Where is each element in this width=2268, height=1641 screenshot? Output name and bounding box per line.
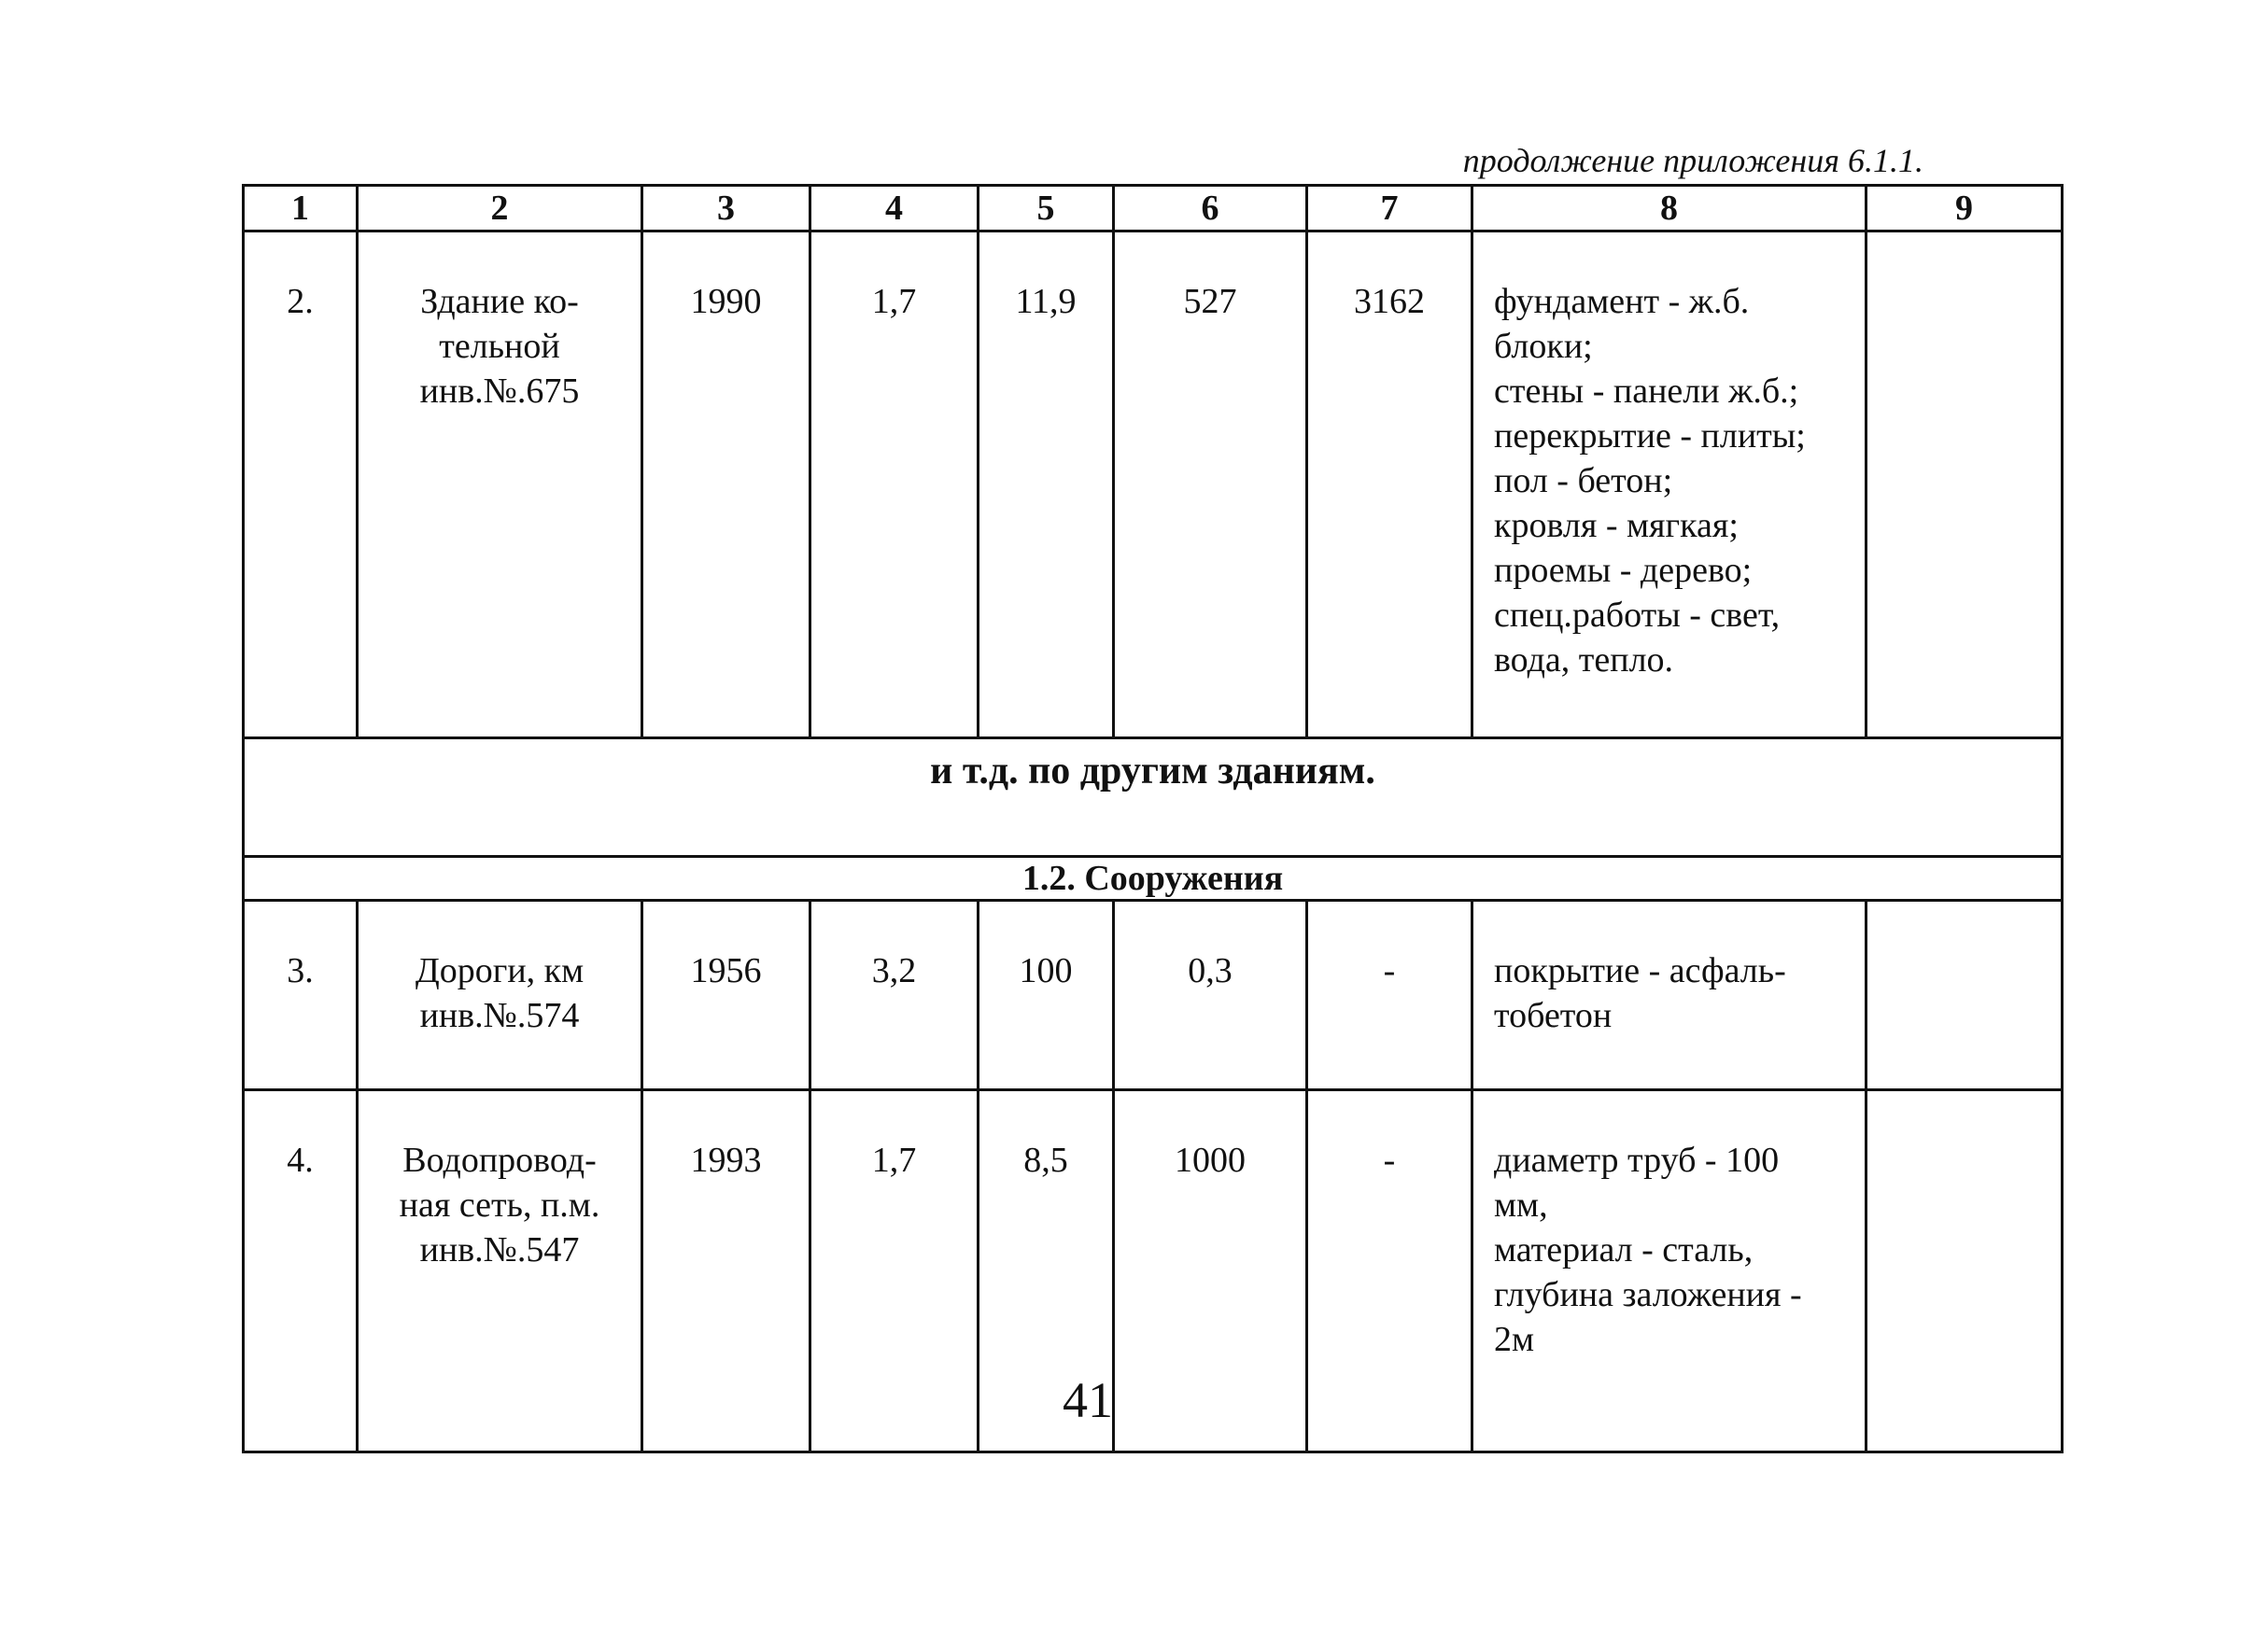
cell-col7: - [1307,1090,1472,1452]
cell-col3: 1990 [642,231,810,738]
header-cell: 4 [810,186,979,231]
cell-col5: 11,9 [979,231,1114,738]
object-name-text: Здание ко- тельной инв.№.675 [419,282,580,411]
cell-col3: 1993 [642,1090,810,1452]
header-cell: 5 [979,186,1114,231]
object-name [358,231,642,738]
cell-col6: 0,3 [1114,901,1307,1090]
object-name [358,1090,642,1452]
etc-note: и т.д. по другим зданиям. [244,738,2063,857]
section-row [244,857,2063,901]
description-text: диаметр труб - 100 мм, материал - сталь, глубина заложения - 2м [1494,1141,1802,1359]
cell-col9 [1867,1090,2063,1452]
row-number: 3. [244,901,358,1090]
header-cell: 6 [1114,186,1307,231]
description-cell [1472,231,1867,738]
cell-col9 [1867,901,2063,1090]
table-row [244,231,2063,738]
description-text: фундамент - ж.б. блоки; стены - панели ж.б.; перекрытие - плиты; пол - бетон; кровля - мягкая; проемы - дерево; спец.работы - свет, вода, тепло. [1494,282,1806,680]
object-name [358,901,642,1090]
description-cell [1472,901,1867,1090]
table-row [244,901,2063,1090]
cell-col6: 527 [1114,231,1307,738]
cell-col6: 1000 [1114,1090,1307,1452]
page-number: 41 [1063,1372,1113,1428]
cell-col7: - [1307,901,1472,1090]
cell-col5: 100 [979,901,1114,1090]
header-cell: 3 [642,186,810,231]
section-title: 1.2. Сооружения [244,857,2063,901]
object-name-text: Дороги, км инв.№.574 [415,951,585,1035]
etc-row [244,738,2063,857]
row-number: 2. [244,231,358,738]
header-row [244,186,2063,231]
cell-col4: 3,2 [810,901,979,1090]
cell-col5: 8,5 [979,1090,1114,1452]
cell-col3: 1956 [642,901,810,1090]
continuation-caption: продолжение приложения 6.1.1. [1462,142,1923,179]
cell-col9 [1867,231,2063,738]
header-cell: 1 [244,186,358,231]
object-name-text: Водопровод- ная сеть, п.м. инв.№.547 [399,1141,600,1269]
cell-col4: 1,7 [810,231,979,738]
header-cell: 9 [1867,186,2063,231]
cell-col7: 3162 [1307,231,1472,738]
header-cell: 7 [1307,186,1472,231]
cell-col4: 1,7 [810,1090,979,1452]
header-cell: 8 [1472,186,1867,231]
description-text: покрытие - асфаль- тобетон [1494,951,1786,1035]
description-cell [1472,1090,1867,1452]
data-table [242,184,2064,1453]
row-number: 4. [244,1090,358,1452]
header-cell: 2 [358,186,642,231]
